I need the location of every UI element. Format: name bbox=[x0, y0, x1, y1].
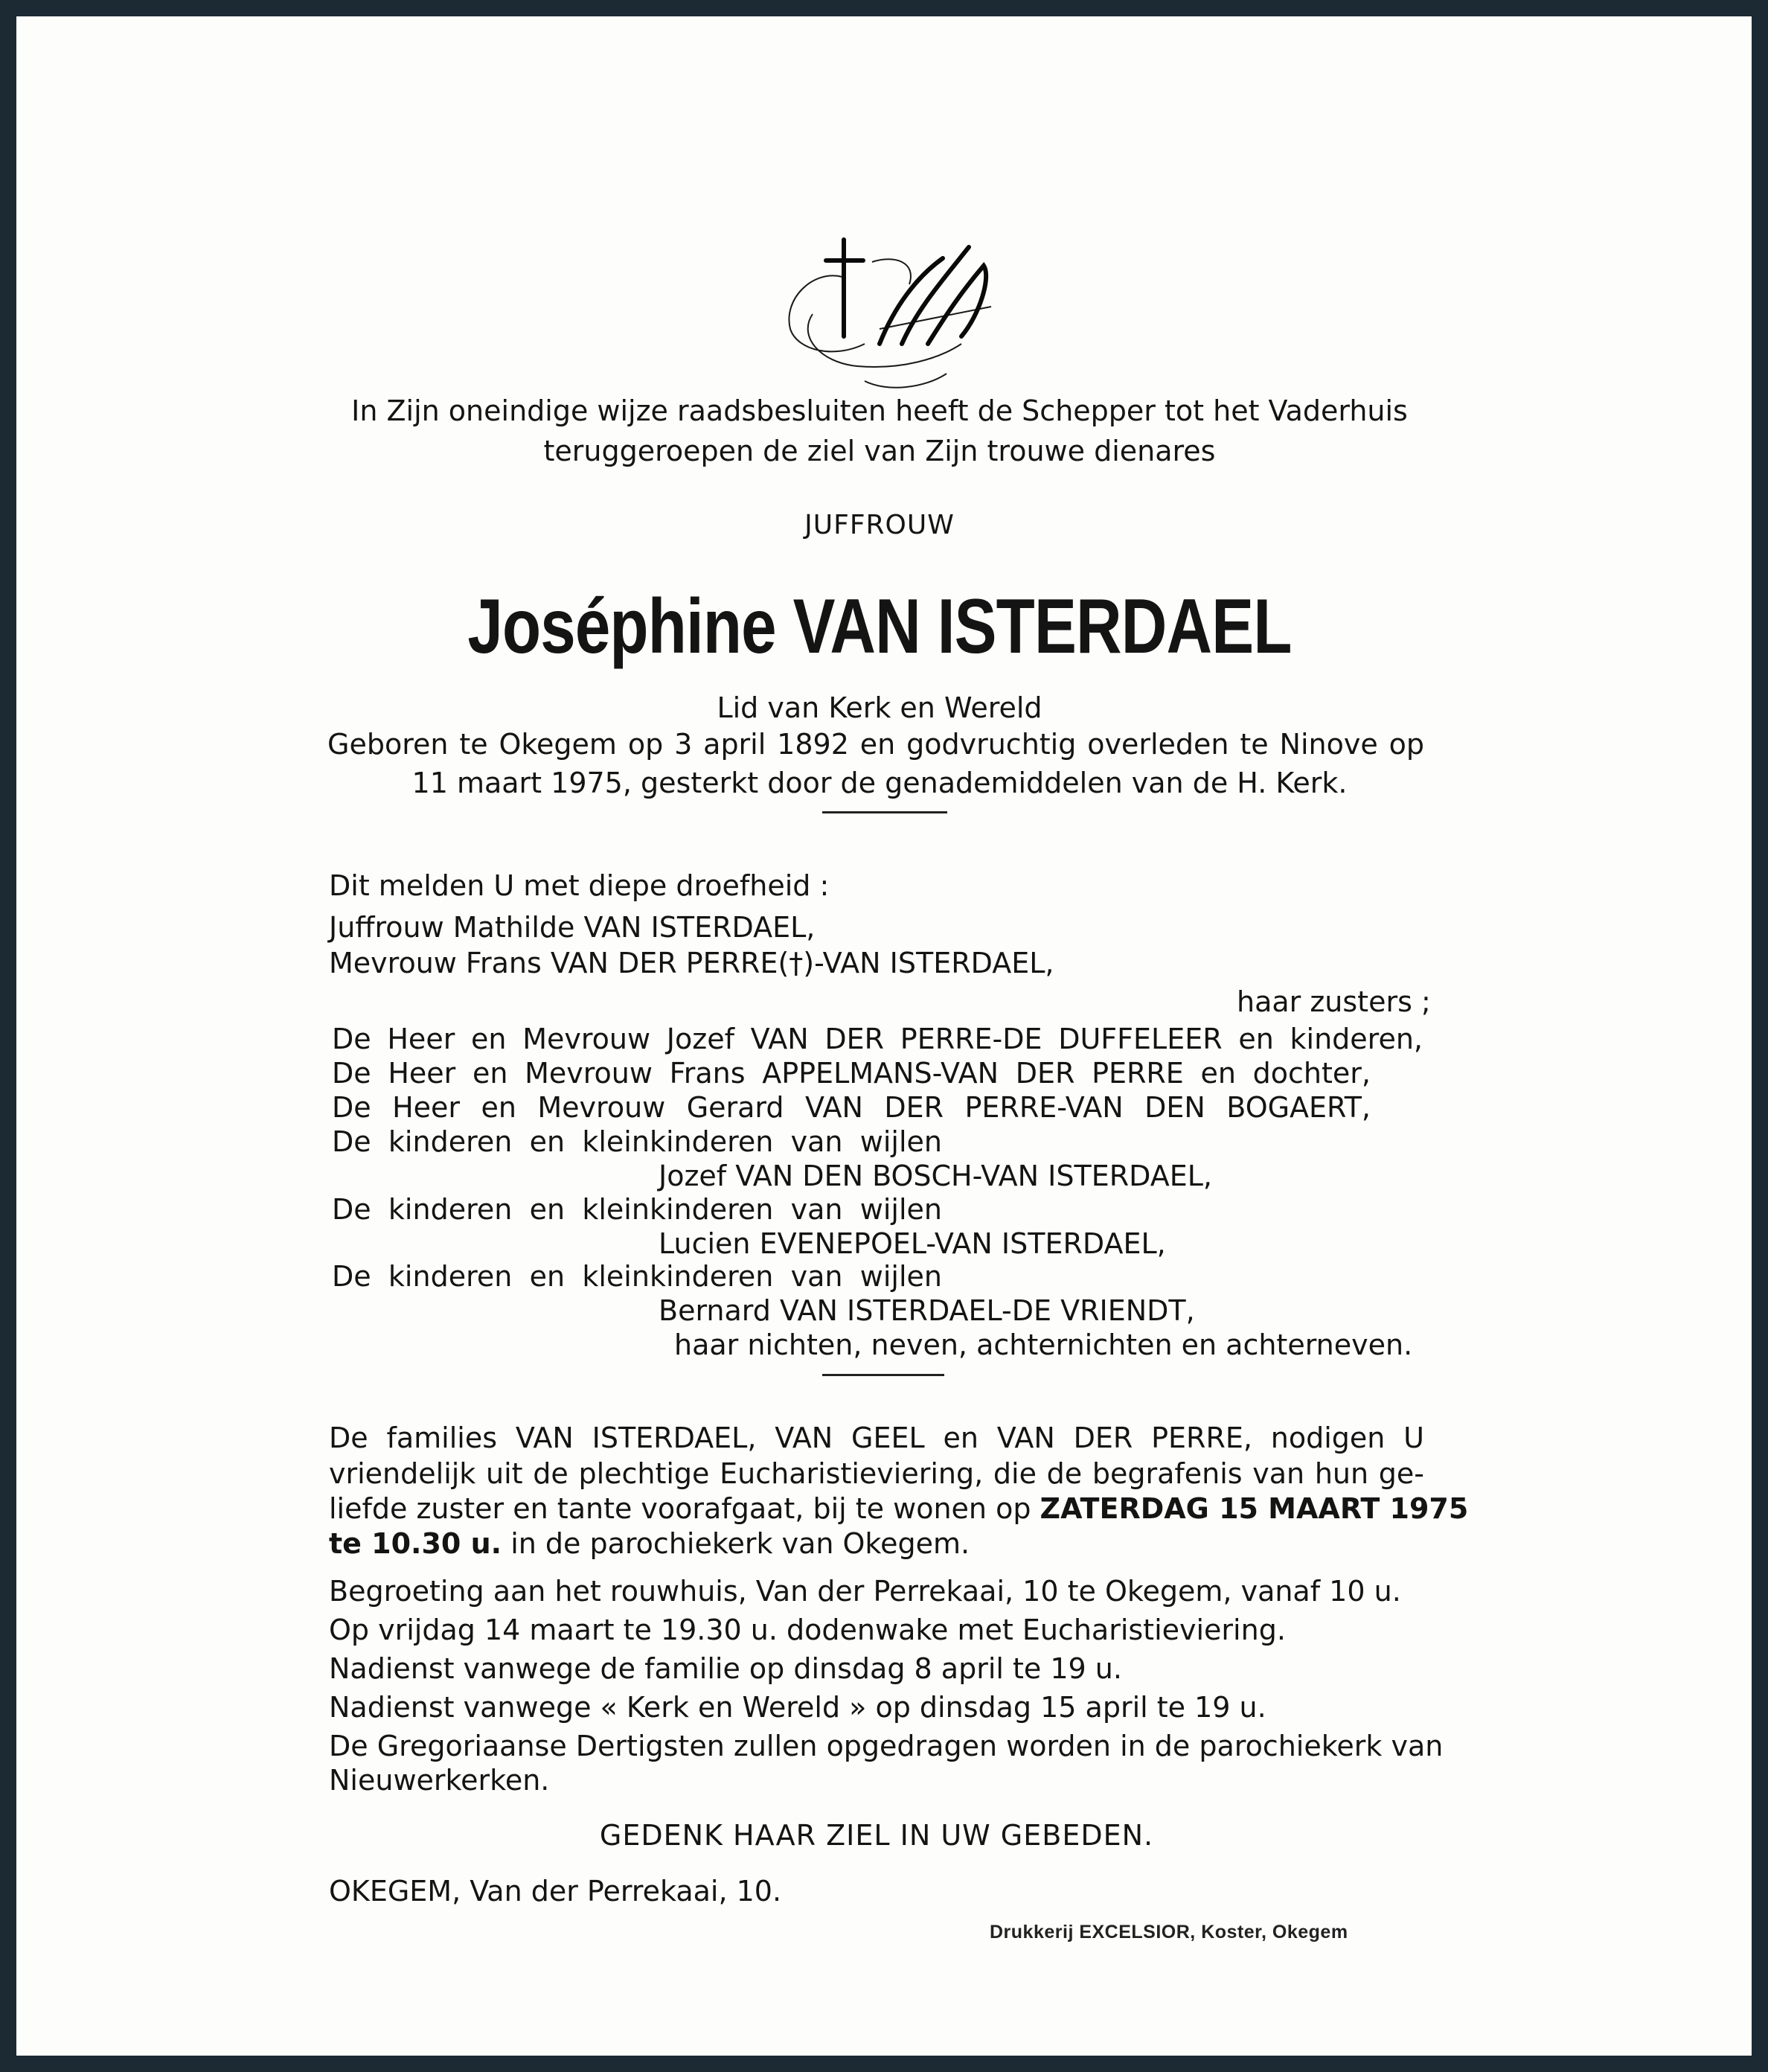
family-relative: De kinderen en kleinkinderen van wijlen bbox=[332, 1125, 942, 1158]
detail-line: Begroeting aan het rouwhuis, Van der Perrekaai, 10 te Okegem, vanaf 10 u. bbox=[329, 1575, 1401, 1608]
invitation-line: vriendelijk uit de plechtige Eucharistieviering, die de begrafenis van hun ge- bbox=[329, 1457, 1424, 1490]
family-relative: De Heer en Mevrouw Frans APPELMANS-VAN DER PERRE en dochter, bbox=[332, 1057, 1371, 1090]
family-relative: De Heer en Mevrouw Jozef VAN DER PERRE-DE DUFFELEER en kinderen, bbox=[332, 1023, 1423, 1055]
family-relative: De kinderen en kleinkinderen van wijlen bbox=[332, 1193, 942, 1226]
cross-monogram-icon bbox=[768, 232, 1021, 396]
family-relative: De kinderen en kleinkinderen van wijlen bbox=[332, 1260, 942, 1293]
funeral-time: te 10.30 u. bbox=[329, 1527, 502, 1560]
deceased-name: Joséphine VAN ISTERDAEL bbox=[467, 583, 1292, 670]
home-address: OKEGEM, Van der Perrekaai, 10. bbox=[329, 1875, 782, 1908]
birth-death-line: Geboren te Okegem op 3 april 1892 en godvruchtig overleden te Ninove op bbox=[327, 728, 1424, 761]
membership: Lid van Kerk en Wereld bbox=[717, 691, 1042, 724]
divider bbox=[822, 1374, 944, 1376]
title-prefix: JUFFROUW bbox=[804, 510, 955, 540]
announcement-intro: Dit melden U met diepe droefheid : bbox=[329, 869, 830, 902]
intro-line: teruggeroepen de ziel van Zijn trouwe dienares bbox=[543, 435, 1216, 467]
funeral-date: ZATERDAG 15 MAART 1975 bbox=[1040, 1492, 1469, 1525]
gregorian-line: Nieuwerkerken. bbox=[329, 1764, 550, 1797]
family-relative: Bernard VAN ISTERDAEL-DE VRIENDT, bbox=[659, 1294, 1195, 1327]
family-relative: Lucien EVENEPOEL-VAN ISTERDAEL, bbox=[659, 1227, 1166, 1260]
death-notice-card bbox=[16, 16, 1752, 2056]
invitation-line: te 10.30 u. in de parochiekerk van Okegem. bbox=[329, 1527, 970, 1560]
invitation-line: De families VAN ISTERDAEL, VAN GEEL en VAN DER PERRE, nodigen U bbox=[329, 1422, 1424, 1454]
detail-line: Nadienst vanwege « Kerk en Wereld » op dinsdag 15 april te 19 u. bbox=[329, 1691, 1266, 1724]
family-relative: haar nichten, neven, achternichten en achterneven. bbox=[674, 1328, 1413, 1361]
intro-line: In Zijn oneindige wijze raadsbesluiten heeft de Schepper tot het Vaderhuis bbox=[351, 394, 1408, 427]
family-sister: Mevrouw Frans VAN DER PERRE(†)-VAN ISTERDAEL, bbox=[329, 947, 1054, 979]
detail-line: Nadienst vanwege de familie op dinsdag 8 april te 19 u. bbox=[329, 1652, 1122, 1685]
family-relative: De Heer en Mevrouw Gerard VAN DER PERRE-VAN DEN BOGAERT, bbox=[332, 1091, 1371, 1124]
gregorian-line: De Gregoriaanse Dertigsten zullen opgedragen worden in de parochiekerk van bbox=[329, 1730, 1444, 1762]
printer-credit: Drukkerij EXCELSIOR, Koster, Okegem bbox=[990, 1922, 1348, 1942]
prayer-request: GEDENK HAAR ZIEL IN UW GEBEDEN. bbox=[599, 1819, 1154, 1852]
family-relative: Jozef VAN DEN BOSCH-VAN ISTERDAEL, bbox=[659, 1160, 1212, 1192]
birth-death-line: 11 maart 1975, gesterkt door de genademiddelen van de H. Kerk. bbox=[411, 767, 1348, 799]
family-sister: Juffrouw Mathilde VAN ISTERDAEL, bbox=[329, 911, 816, 944]
sisters-label: haar zusters ; bbox=[1237, 985, 1431, 1018]
invitation-line: liefde zuster en tante voorafgaat, bij te wonen op ZATERDAG 15 MAART 1975 bbox=[329, 1492, 1469, 1525]
detail-line: Op vrijdag 14 maart te 19.30 u. dodenwake met Eucharistieviering. bbox=[329, 1614, 1286, 1646]
divider bbox=[822, 811, 947, 813]
